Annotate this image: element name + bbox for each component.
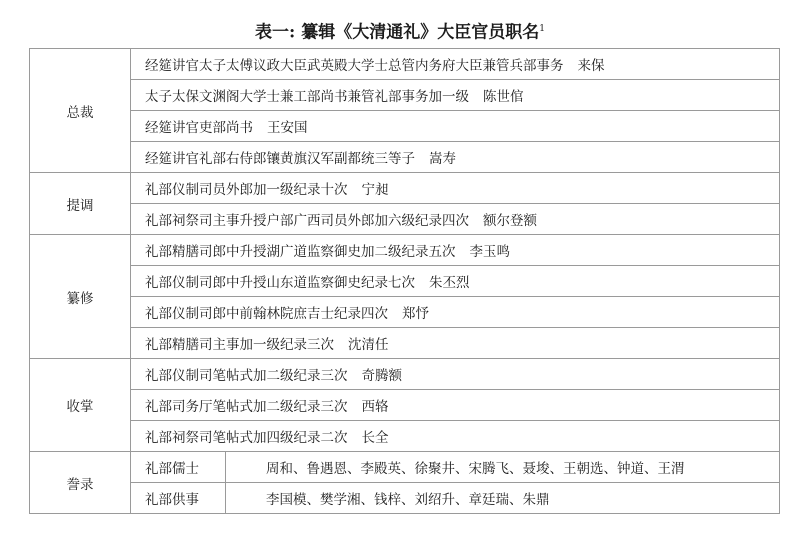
entry-cell	[131, 297, 780, 328]
official-name: 郑忬	[402, 306, 429, 322]
official-title: 礼部司务厅笔帖式加二级纪录三次	[145, 399, 348, 415]
table-title	[0, 18, 800, 44]
official-title: 经筵讲官太子太傅议政大臣武英殿大学士总管内务府大臣兼管兵部事务	[145, 58, 564, 74]
entry-cell	[131, 390, 780, 421]
table-row	[30, 266, 780, 297]
official-title: 礼部仪制司员外郎加一级纪录十次	[145, 182, 348, 198]
official-title: 经筵讲官吏部尚书	[145, 120, 253, 136]
official-title: 礼部祠祭司主事升授户部广西司员外郎加六级纪录四次	[145, 213, 469, 229]
official-name: 长全	[361, 430, 389, 446]
entry-cell	[131, 204, 780, 235]
table-row	[30, 390, 780, 421]
table-row	[30, 297, 780, 328]
category-cell: 总裁	[30, 49, 131, 173]
official-name: 沈清任	[348, 337, 389, 353]
entry-cell	[131, 266, 780, 297]
entry-cell	[131, 235, 780, 266]
official-title: 礼部精膳司郎中升授湖广道监察御史加二级纪录五次	[145, 244, 456, 260]
official-title: 太子太保文渊阁大学士兼工部尚书兼管礼部事务加一级	[145, 89, 469, 105]
entry-cell	[131, 49, 780, 80]
official-name: 嵩寿	[429, 151, 456, 167]
names-cell: 周和、鲁遇恩、李殿英、徐聚井、宋腾飞、聂埈、王朝选、钟道、王渭	[226, 452, 780, 483]
entry-cell	[131, 173, 780, 204]
table-row	[30, 204, 780, 235]
official-name: 陈世倌	[483, 89, 524, 105]
table-row	[30, 111, 780, 142]
officials-table	[29, 48, 780, 514]
official-title: 礼部仪制司郎中前翰林院庶吉士纪录四次	[145, 306, 388, 322]
official-title: 礼部精膳司主事加一级纪录三次	[145, 337, 334, 353]
category-cell: 誊录	[30, 452, 131, 514]
table-row	[30, 80, 780, 111]
table-row	[30, 421, 780, 452]
official-title: 礼部仪制司笔帖式加二级纪录三次	[145, 368, 348, 384]
table-row	[30, 452, 780, 483]
entry-cell	[131, 359, 780, 390]
table-row	[30, 359, 780, 390]
official-name: 王安国	[267, 120, 308, 136]
footnote-mark: 1	[539, 24, 545, 34]
category-cell: 纂修	[30, 235, 131, 359]
official-name: 来保	[577, 58, 605, 74]
official-name: 奇腾额	[361, 368, 402, 384]
official-name: 宁昶	[361, 182, 389, 198]
official-title: 礼部祠祭司笔帖式加四级纪录二次	[145, 430, 348, 446]
table-row	[30, 235, 780, 266]
official-name: 李玉鸣	[469, 244, 510, 260]
official-title: 经筵讲官礼部右侍郎镶黄旗汉军副都统三等子	[145, 151, 415, 167]
table-row	[30, 49, 780, 80]
official-title: 礼部仪制司郎中升授山东道监察御史纪录七次	[145, 275, 415, 291]
official-name: 额尔登额	[483, 213, 537, 229]
table-row	[30, 483, 780, 514]
entry-cell	[131, 142, 780, 173]
subcategory-cell: 礼部儒士	[131, 452, 226, 483]
official-name: 朱丕烈	[429, 275, 470, 291]
entry-cell	[131, 111, 780, 142]
entry-cell	[131, 421, 780, 452]
entry-cell	[131, 328, 780, 359]
table-row	[30, 173, 780, 204]
category-cell: 收掌	[30, 359, 131, 452]
names-cell: 李国模、樊学湘、钱梓、刘绍升、章廷瑞、朱鼎	[226, 483, 780, 514]
category-cell: 提调	[30, 173, 131, 235]
table-row	[30, 328, 780, 359]
table-row	[30, 142, 780, 173]
table-title-text: 表一: 纂辑《大清通礼》大臣官员职名	[255, 22, 540, 43]
subcategory-cell: 礼部供事	[131, 483, 226, 514]
entry-cell	[131, 80, 780, 111]
official-name: 西辂	[361, 399, 389, 415]
